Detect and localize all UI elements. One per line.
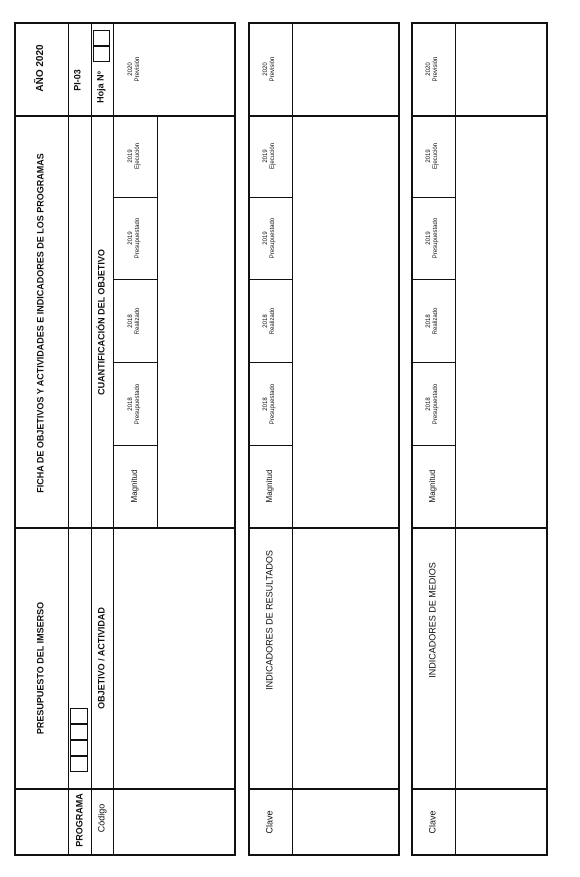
programa-code-box[interactable]	[70, 724, 88, 740]
objetivo-label: OBJETIVO / ACTIVIDAD	[96, 607, 107, 709]
magnitud-label: Magnitud	[428, 469, 437, 503]
col-2018-realizado: 2018 Realizado	[426, 307, 439, 335]
col-2019-ejecucion: 2019 Ejecución	[128, 142, 141, 170]
ficha-title: FICHA DE OBJETIVOS Y ACTIVIDADES E INDICADORES DE LOS PROGRAMAS	[35, 153, 46, 493]
panel-objetivos	[14, 22, 236, 856]
cuantificacion-label: CUANTIFICACIÓN DEL OBJETIVO	[96, 249, 107, 395]
magnitud-label: Magnitud	[130, 469, 139, 503]
col-2018-presupuestado: 2018 Presupuestado	[426, 383, 439, 425]
col-2019-ejecucion: 2019 Ejecución	[426, 142, 439, 170]
indicadores-medios-title: INDICADORES DE MEDIOS	[427, 562, 438, 678]
col-2020-prevision: 2020 Previsión	[426, 56, 439, 82]
magnitud-label: Magnitud	[265, 469, 274, 503]
col-2019-presupuestado: 2019 Presupuestado	[426, 217, 439, 259]
programa-label: PROGRAMA	[74, 793, 85, 847]
presupuesto-title: PRESUPUESTO DEL IMSERSO	[35, 601, 46, 735]
col-2018-presupuestado: 2018 Presupuestado	[263, 383, 276, 425]
col-2020-prevision: 2020 Previsión	[263, 56, 276, 82]
indicadores-resultados-title: INDICADORES DE RESULTADOS	[264, 550, 275, 690]
col-2018-presupuestado: 2018 Presupuestado	[128, 383, 141, 425]
clave-label: Clave	[427, 810, 438, 834]
col-2019-presupuestado: 2019 Presupuestado	[128, 217, 141, 259]
hoja-number-box[interactable]	[93, 30, 110, 46]
form-code: PI-03	[72, 69, 83, 91]
col-2018-realizado: 2018 Realizado	[263, 307, 276, 335]
hoja-number-box[interactable]	[93, 46, 110, 62]
clave-label: Clave	[264, 810, 275, 834]
hoja-label: Hoja Nº	[95, 71, 106, 103]
col-2019-ejecucion: 2019 Ejecución	[263, 142, 276, 170]
anio-label: AÑO 2020	[35, 44, 46, 92]
col-2020-prevision: 2020 Previsión	[128, 56, 141, 82]
programa-code-box[interactable]	[70, 740, 88, 756]
col-2018-realizado: 2018 Realizado	[128, 307, 141, 335]
programa-code-box[interactable]	[70, 708, 88, 724]
codigo-label: Código	[96, 803, 107, 833]
programa-code-box[interactable]	[70, 756, 88, 772]
col-2019-presupuestado: 2019 Presupuestado	[263, 217, 276, 259]
